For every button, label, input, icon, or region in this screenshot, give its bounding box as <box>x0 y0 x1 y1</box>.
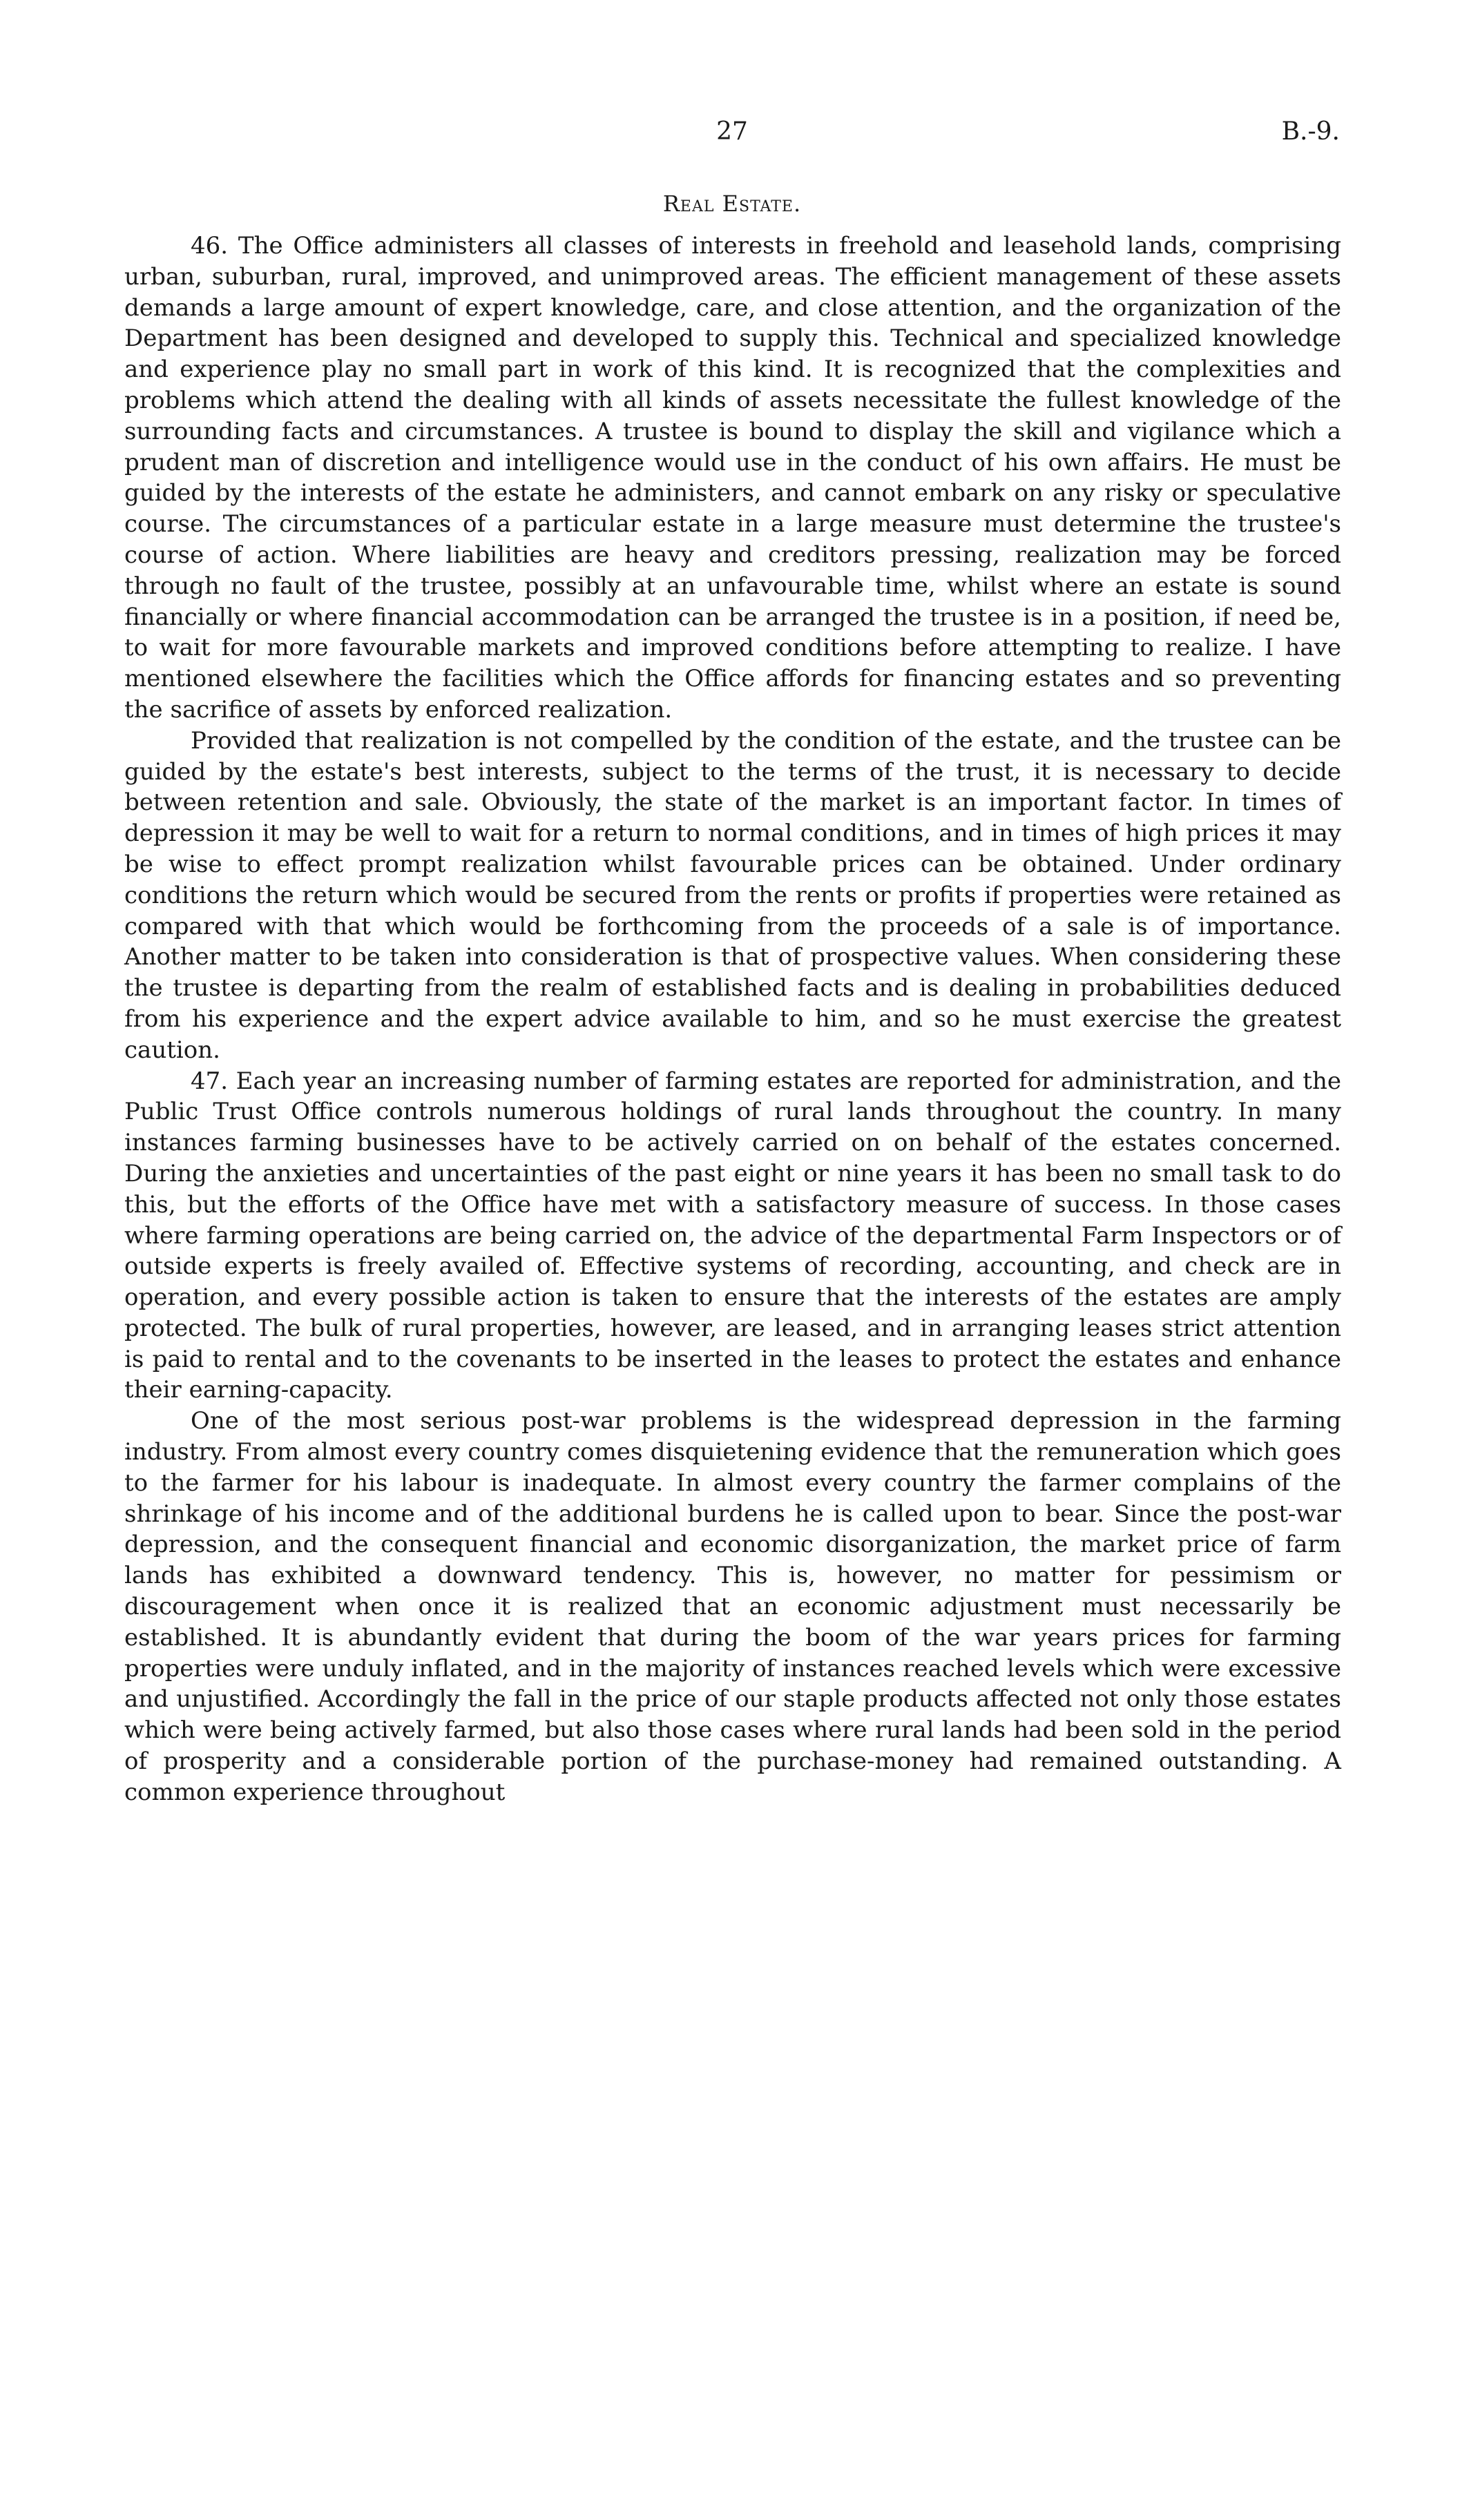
body-text <box>124 231 1341 1808</box>
section-heading: Real Estate. <box>662 191 802 217</box>
document-reference: B.-9. <box>1281 117 1340 146</box>
paragraph-46-continued: Provided that realization is not compelled by the condition of the estate, and the trustee can be guided by the estate's best interests, subject to the terms of the trust, it is necessary to decide between retention and sale. Obviously, the state of the market is an important factor. In times of depression it may be well to wait for a return to normal conditions, and in times of high prices it may be wise to effect prompt realization whilst favourable prices can be obtained. Under ordinary conditions the return which would be secured from the rents or profits if properties were retained as compared with that which would be forthcoming from the proceeds of a sale is of importance. Another matter to be taken into consideration is that of prospective values. When considering these the trustee is departing from the realm of established facts and is dealing in probabilities deduced from his experience and the expert advice available to him, and so he must exercise the greatest caution. <box>124 726 1341 1064</box>
paragraph-47-continued: One of the most serious post-war problems is the widespread depression in the farming industry. From almost every country comes disquietening evidence that the remuneration which goes to the farmer for his labour is inadequate. In almost every country the farmer complains of the shrinkage of his income and of the additional burdens he is called upon to bear. Since the post-war depression, and the consequent financial and economic disorganization, the market price of farm lands has exhibited a downward tendency. This is, however, no matter for pessimism or discouragement when once it is realized that an economic adjustment must necessarily be established. It is abundantly evident that during the boom of the war years prices for farming properties were unduly inflated, and in the majority of instances reached levels which were excessive and unjustified. Accordingly the fall in the price of our staple products affected not only those estates which were being actively farmed, but also those cases where rural lands had been sold in the period of prosperity and a considerable portion of the purchase-money had remained outstanding. A common experience throughout <box>124 1407 1341 1806</box>
page-number: 27 <box>716 117 748 146</box>
paragraph-46: 46. The Office administers all classes of interests in freehold and leasehold lands, comprising urban, suburban, rural, improved, and unimproved areas. The efficient management of these assets demands a large amount of expert knowledge, care, and close attention, and the organization of the Department has been designed and developed to supply this. Technical and specialized knowledge and experience play no small part in work of this kind. It is recognized that the complexities and problems which attend the dealing with all kinds of assets necessitate the fullest knowledge of the surrounding facts and circumstances. A trustee is bound to display the skill and vigilance which a prudent man of discretion and intelligence would use in the conduct of his own affairs. He must be guided by the interests of the estate he administers, and cannot embark on any risky or speculative course. The circumstances of a particular estate in a large measure must determine the trustee's course of action. Where liabilities are heavy and creditors pressing, realization may be forced through no fault of the trustee, possibly at an unfavourable time, whilst where an estate is sound financially or where financial accommodation can be arranged the trustee is in a position, if need be, to wait for more favourable markets and improved conditions before attempting to realize. I have mentioned elsewhere the facilities which the Office affords for financing estates and so preventing the sacrifice of assets by enforced realization. <box>124 232 1341 724</box>
paragraph-47: 47. Each year an increasing number of farming estates are reported for administration, and the Public Trust Office controls numerous holdings of rural lands throughout the country. In many instances farming businesses have to be actively carried on on behalf of the estates concerned. During the anxieties and uncertainties of the past eight or nine years it has been no small task to do this, but the efforts of the Office have met with a satisfactory measure of success. In those cases where farming operations are being carried on, the advice of the departmental Farm Inspectors or of outside experts is freely availed of. Effective systems of recording, accounting, and check are in operation, and every possible action is taken to ensure that the interests of the estates are amply protected. The bulk of rural properties, however, are leased, and in arranging leases strict attention is paid to rental and to the covenants to be inserted in the leases to protect the estates and enhance their earning-capacity. <box>124 1067 1341 1404</box>
page-header <box>124 117 1340 159</box>
